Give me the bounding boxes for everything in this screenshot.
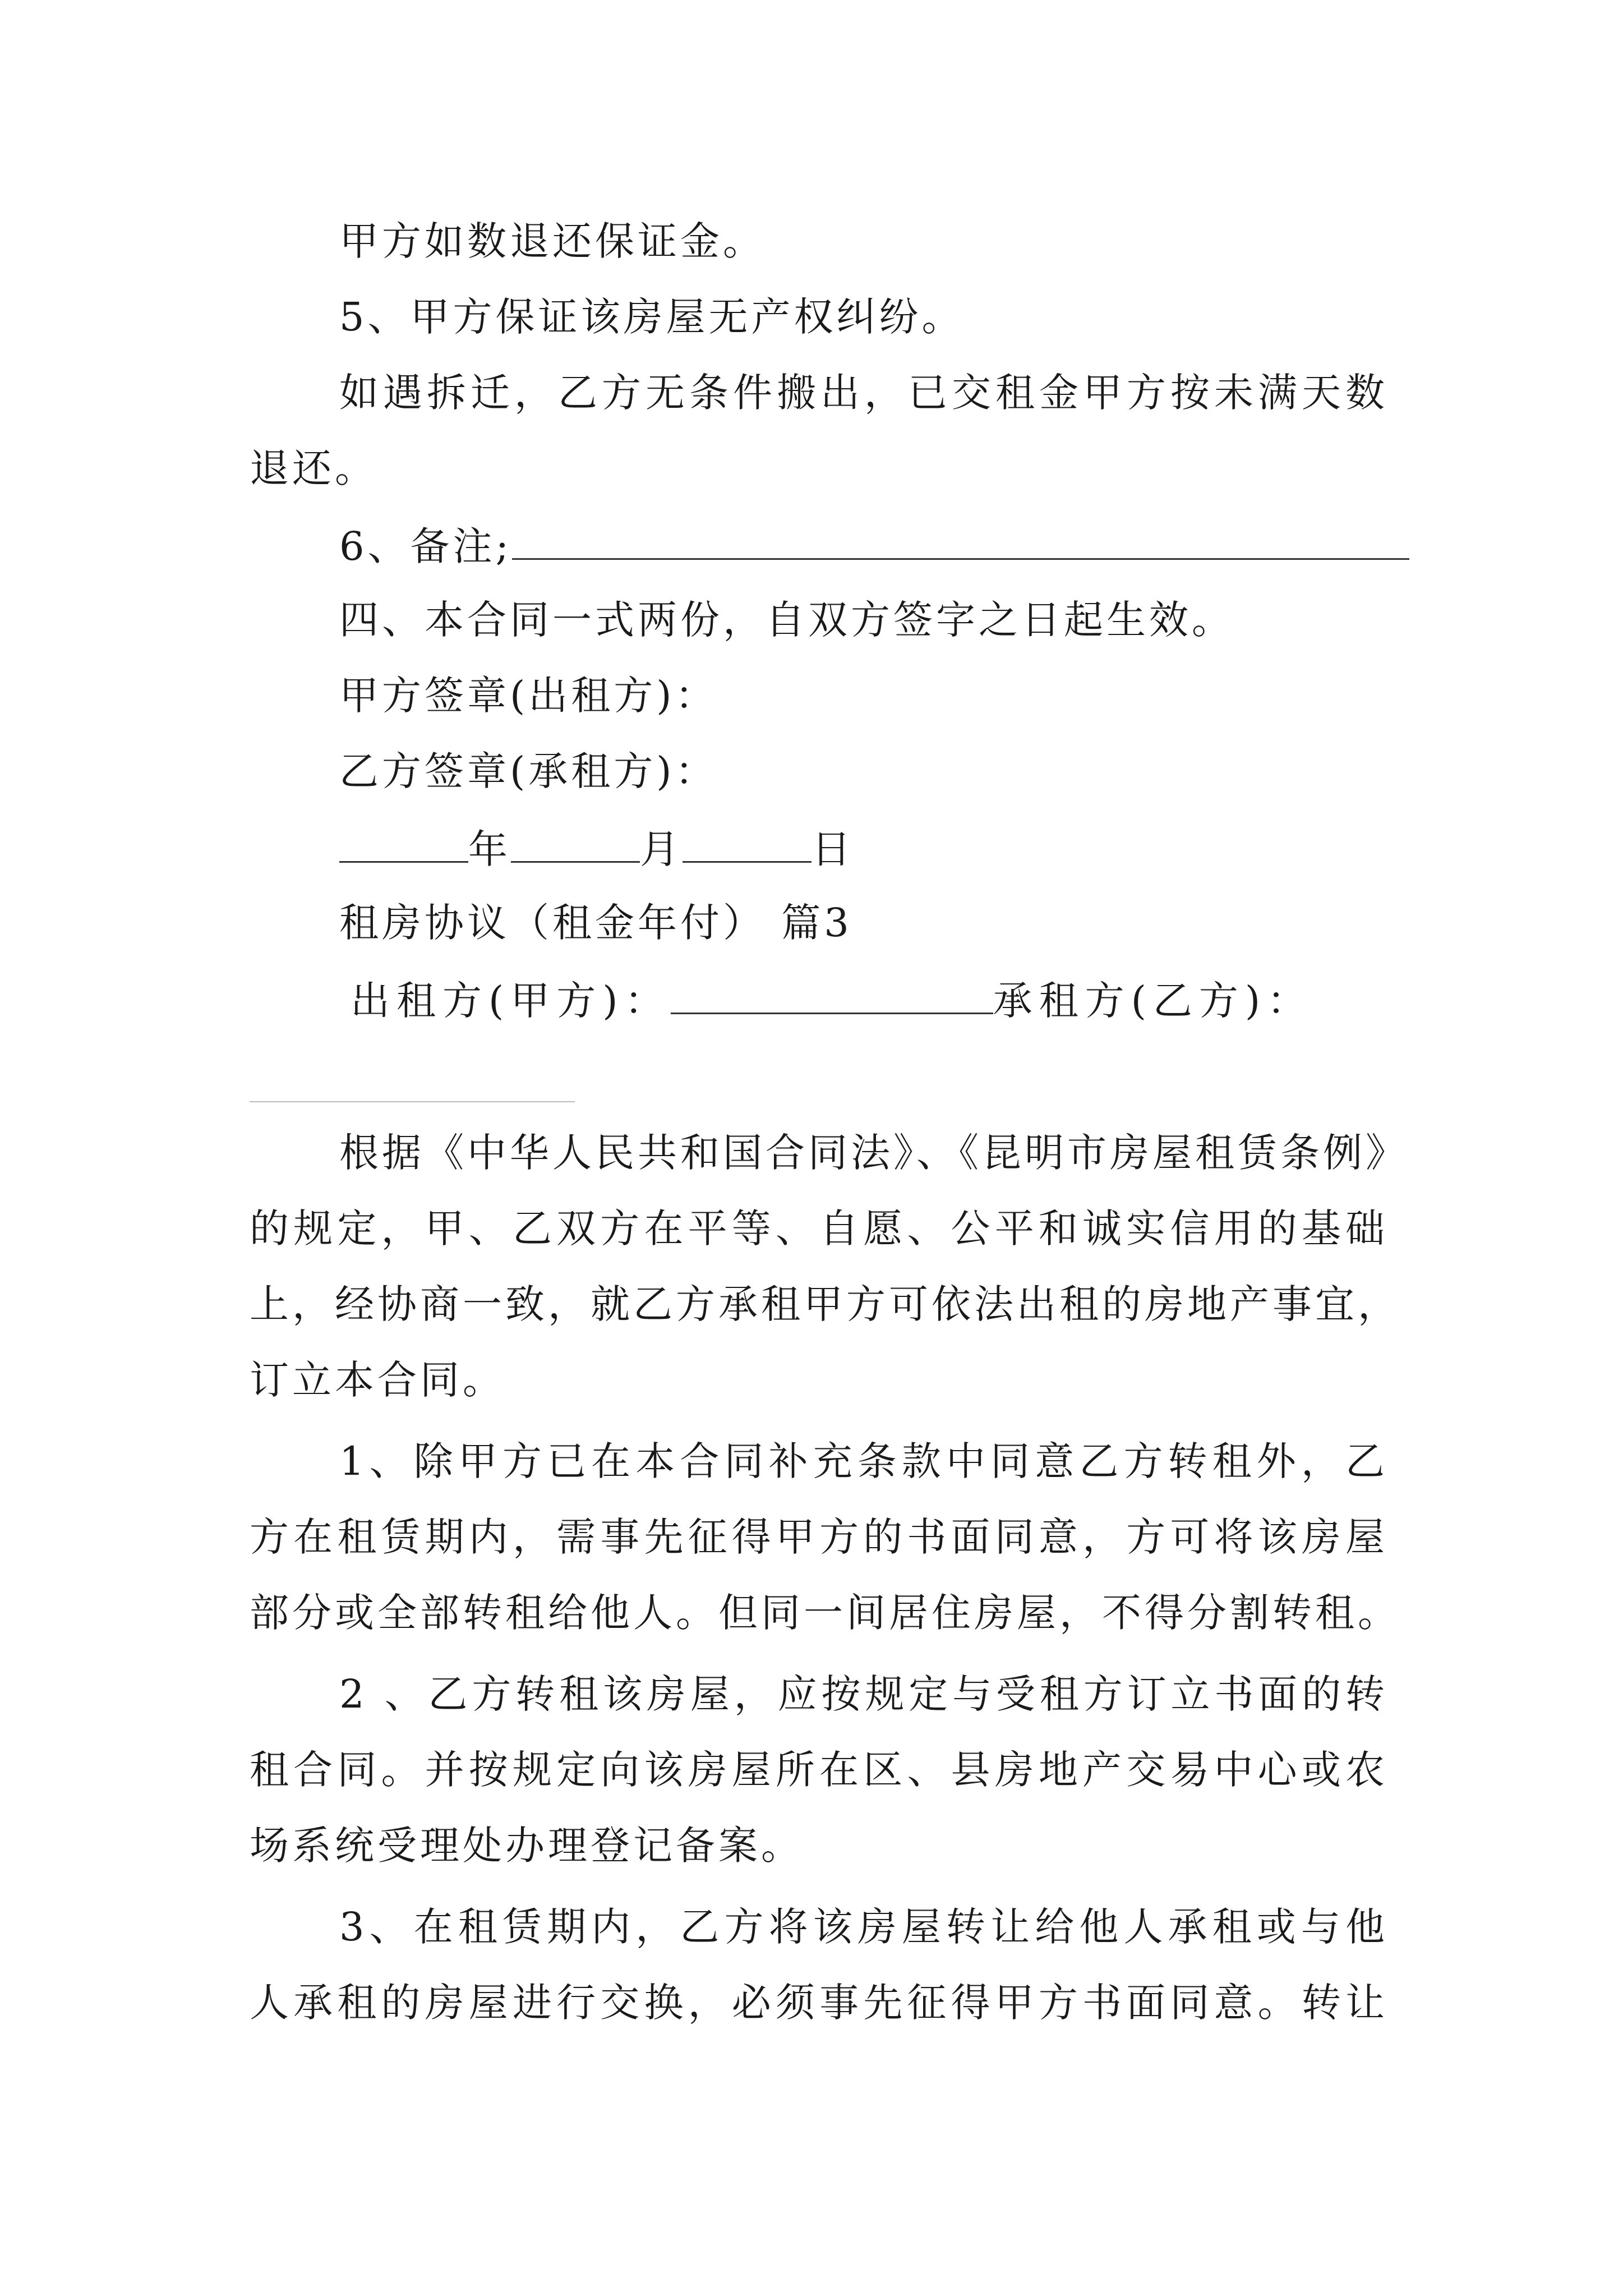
paragraph-line: 根据《中华人民共和国合同法》、《昆明市房屋租赁条例》 bbox=[339, 1130, 1408, 1176]
agreement-title: 租房协议（租金年付） 篇3 bbox=[339, 900, 852, 946]
section-four: 四、本合同一式两份，自双方签字之日起生效。 bbox=[339, 597, 1234, 643]
parties-line bbox=[351, 973, 1399, 1026]
day-label: 日 bbox=[811, 826, 854, 872]
remarks-label: 6、备注; bbox=[339, 523, 513, 569]
text-line: 退还。 bbox=[250, 445, 377, 491]
paragraph-line: 订立本合同。 bbox=[250, 1357, 505, 1403]
clause-2-line: 2 、乙方转租该房屋，应按规定与受租方订立书面的转 bbox=[339, 1671, 1388, 1717]
month-blank bbox=[511, 822, 640, 863]
clause-1-line: 1、除甲方已在本合同补充条款中同意乙方转租外，乙 bbox=[339, 1438, 1388, 1484]
year-blank bbox=[339, 822, 468, 863]
date-line bbox=[339, 822, 1388, 875]
party-a-signature-label: 甲方签章(出租方)： bbox=[339, 673, 718, 719]
remarks-line bbox=[339, 519, 1388, 572]
party-b-signature-label: 乙方签章(承租方)： bbox=[339, 748, 718, 794]
clause-2-line: 场系统受理处办理登记备案。 bbox=[250, 1823, 804, 1869]
clause-3-line: 人承租的房屋进行交换，必须事先征得甲方书面同意。转让 bbox=[250, 1980, 1388, 2026]
paragraph-line: 上，经协商一致，就乙方承租甲方可依法出租的房地产事宜， bbox=[250, 1281, 1400, 1327]
lessee-blank-line bbox=[250, 1101, 575, 1102]
clause-1-line: 方在租赁期内，需事先征得甲方的书面同意，方可将该房屋 bbox=[250, 1514, 1388, 1560]
lessor-label: 出租方(甲方)： bbox=[351, 978, 671, 1024]
clause-5: 5、甲方保证该房屋无产权纠纷。 bbox=[339, 294, 965, 340]
clause-2-line: 租合同。并按规定向该房屋所在区、县房地产交易中心或农 bbox=[250, 1747, 1388, 1793]
paragraph-line: 的规定，甲、乙双方在平等、自愿、公平和诚实信用的基础 bbox=[250, 1205, 1388, 1251]
day-blank bbox=[683, 822, 811, 863]
clause-3-line: 3、在租赁期内，乙方将该房屋转让给他人承租或与他 bbox=[339, 1904, 1388, 1950]
lessee-label: 承租方(乙方)： bbox=[993, 978, 1313, 1024]
text-line: 甲方如数退还保证金。 bbox=[339, 218, 766, 264]
remarks-blank bbox=[512, 519, 1409, 560]
lessor-blank bbox=[671, 973, 993, 1014]
month-label: 月 bbox=[640, 826, 683, 872]
clause-1-line: 部分或全部转租给他人。但同一间居住房屋，不得分割转租。 bbox=[250, 1590, 1400, 1636]
text-line: 如遇拆迁，乙方无条件搬出，已交租金甲方按未满天数 bbox=[339, 370, 1388, 416]
year-label: 年 bbox=[468, 826, 511, 872]
